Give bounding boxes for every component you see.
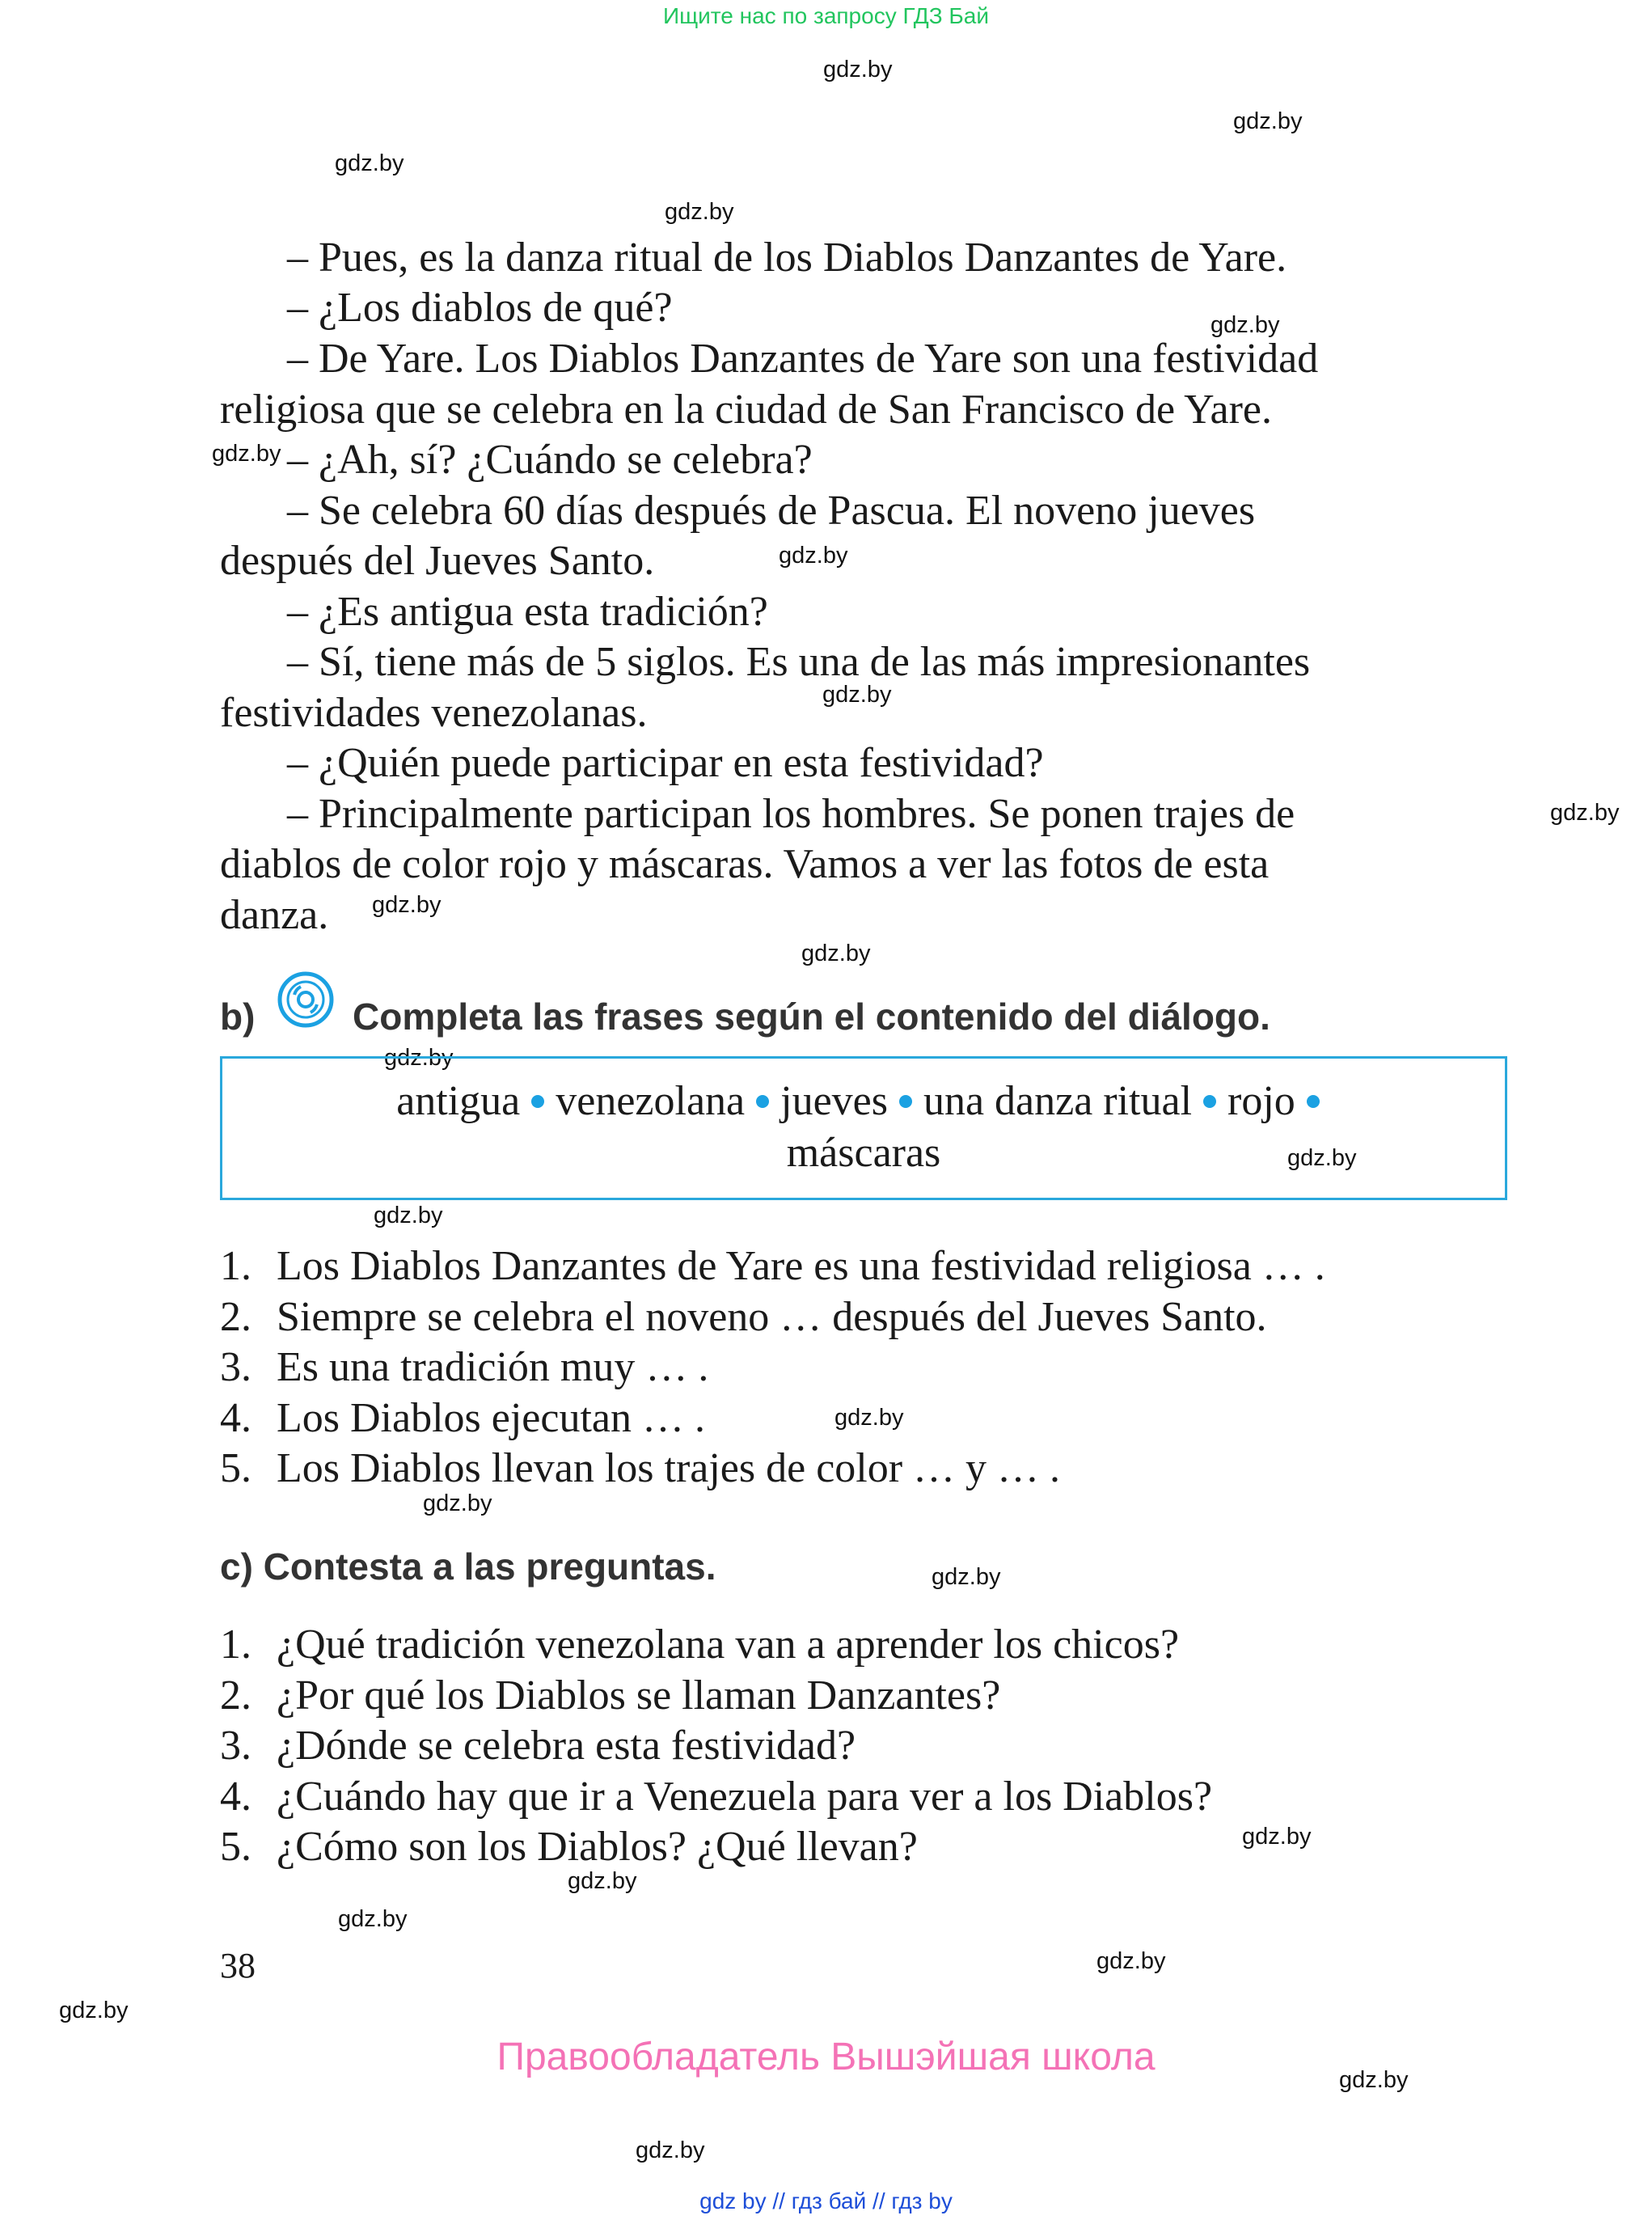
watermark: gdz.by [1242,1824,1312,1850]
dialogue-line: – ¿Los diablos de qué? [287,285,673,331]
dialogue-line: – Principalmente participan los hombres. Se ponen trajes de [287,791,1295,837]
dialogue-line: – ¿Quién puede participar en esta festividad? [287,740,1044,786]
word-bank-item: una danza ritual [923,1078,1193,1124]
dialogue-line: – ¿Es antigua esta tradición? [287,589,768,635]
audio-disc-icon[interactable] [277,970,335,1029]
watermark: gdz.by [568,1868,637,1894]
bullet-dot-icon [1307,1095,1320,1108]
section-c-title: c) Contesta a las preguntas. [220,1545,716,1588]
bullet-dot-icon [899,1095,912,1108]
dialogue-line: – Se celebra 60 días después de Pascua. El noveno jueves [287,488,1256,534]
list-item: 1. ¿Qué tradición venezolana van a aprender los chicos? [220,1621,1180,1668]
dialogue-line: religiosa que se celebra en la ciudad de San Francisco de Yare. [220,387,1272,433]
watermark: gdz.by [779,543,848,569]
watermark: gdz.by [335,150,404,176]
bullet-dot-icon [1203,1095,1216,1108]
word-bank [220,1056,1507,1200]
dialogue-line: después del Jueves Santo. [220,538,655,584]
watermark: gdz.by [1210,312,1280,338]
watermark: gdz.by [1287,1145,1357,1171]
watermark: gdz.by [1550,800,1620,826]
top-banner[interactable]: Ищите нас по запросу ГДЗ Бай [662,3,990,28]
dialogue-line: – Sí, tiene más de 5 siglos. Es una de las más impresionantes [287,639,1311,685]
watermark: gdz.by [384,1045,454,1071]
watermark: gdz.by [932,1564,1001,1590]
list-item: 5. Los Diablos llevan los trajes de color … y … . [220,1445,1061,1491]
section-b-letter: b) [220,996,256,1038]
watermark: gdz.by [1339,2067,1409,2093]
dialogue-line: – Pues, es la danza ritual de los Diablos Danzantes de Yare. [287,235,1287,281]
watermark: gdz.by [1233,108,1303,134]
watermark: gdz.by [801,941,871,966]
word-bank-item: máscaras [786,1130,941,1176]
watermark: gdz.by [59,1998,129,2023]
watermark: gdz.by [374,1203,443,1228]
list-item: 3. Es una tradición muy … . [220,1344,709,1390]
bullet-dot-icon [531,1095,544,1108]
list-item: 2. Siempre se celebra el noveno … después del Jueves Santo. [220,1294,1267,1340]
word-bank-item: antigua [396,1078,521,1124]
word-bank-item: rojo [1227,1078,1295,1124]
list-item: 2. ¿Por qué los Diablos se llaman Danzantes? [220,1672,1001,1719]
list-item: 1. Los Diablos Danzantes de Yare es una festividad religiosa … . [220,1243,1325,1289]
watermark: gdz.by [338,1906,408,1932]
watermark: gdz.by [1096,1948,1166,1974]
watermark: gdz.by [665,199,734,225]
section-b-title: Completa las frases según el contenido del diálogo. [353,996,1270,1038]
dialogue-line: – ¿Ah, sí? ¿Cuándo se celebra? [287,437,813,483]
list-item: 5. ¿Cómo son los Diablos? ¿Qué llevan? [220,1824,918,1870]
watermark: gdz.by [822,682,892,708]
watermark: gdz.by [423,1490,492,1516]
footer-links[interactable]: gdz by // гдз бай // гдз by [699,2188,953,2213]
bullet-dot-icon [756,1095,769,1108]
word-bank-item: venezolana [556,1078,746,1124]
dialogue-line: diablos de color rojo y máscaras. Vamos a ver las fotos de esta [220,841,1270,887]
watermark: gdz.by [372,892,442,918]
dialogue-line: festividades venezolanas. [220,690,648,736]
watermark: gdz.by [823,57,893,82]
watermark: gdz.by [834,1405,904,1431]
word-bank-line-1 [222,1076,1505,1127]
rightholder-notice: Правообладатель Вышэйшая школа [496,2036,1156,2078]
dialogue-line: danza. [220,892,329,938]
list-item: 4. ¿Cuándo hay que ir a Venezuela para ver a los Diablos? [220,1774,1213,1820]
watermark: gdz.by [636,2137,705,2163]
word-bank-line-2 [222,1128,1505,1178]
list-item: 4. Los Diablos ejecutan … . [220,1395,705,1441]
dialogue-line: – De Yare. Los Diablos Danzantes de Yare son una festividad [287,336,1319,382]
list-item: 3. ¿Dónde se celebra esta festividad? [220,1723,856,1769]
word-bank-item: jueves [780,1078,888,1124]
watermark: gdz.by [212,441,281,467]
page-number: 38 [220,1946,256,1985]
